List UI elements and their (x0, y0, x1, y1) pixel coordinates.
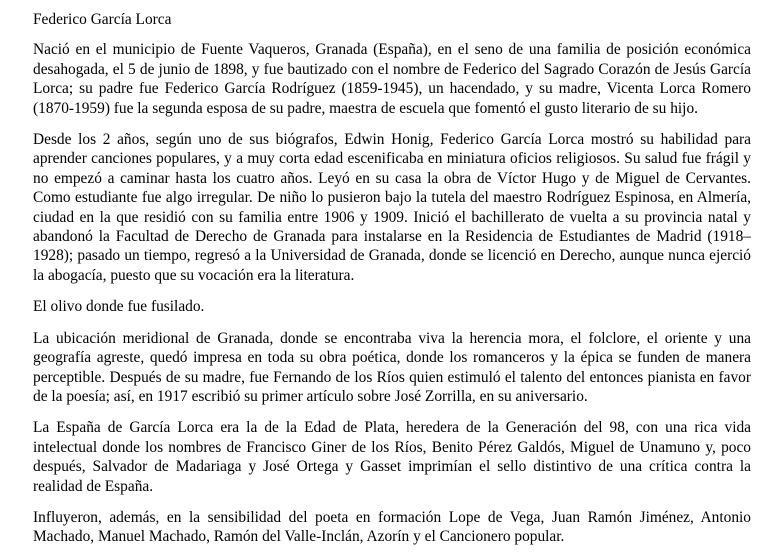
paragraph-childhood: Desde los 2 años, según uno de sus biógrafos, Edwin Honig, Federico García Lorca mostró su habilidad para aprender canciones populares, y a muy corta edad escenificaba en miniatura oficios religiosos. Su salud fue frágil y no empezó a caminar hasta los cuatro años. Leyó en su casa la obra de Víctor Hugo y de Miguel de Cervantes. Como estudiante fue algo irregular. De niño lo pusieron bajo la tutela del maestro Rodríguez Espinosa, en Almería, ciudad en la que residió con su familia entre 1906 y 1909. Inició el bachillerato de vuelta a su provincia natal y abandonó la Facultad de Derecho de Granada para instalarse en la Residencia de Estudiantes de Madrid (1918–1928); pasado un tiempo, regresó a la Universidad de Granada, donde se licenció en Derecho, aunque nunca ejerció la abogacía, puesto que su vocación era la literatura. (33, 131, 751, 284)
paragraph-birth: Nació en el municipio de Fuente Vaqueros, Granada (España), en el seno de una familia de posición económica desahogada, el 5 de junio de 1898, y fue bautizado con el nombre de Federico del Sagrado Corazón de Jesús García Lorca; su padre fue Federico García Rodríguez (1859-1945), un hacendado, y su madre, Vicenta Lorca Romero (1870-1959) fue la segunda esposa de su padre, maestra de escuela que fomentó el gusto literario de su hijo. (33, 41, 751, 117)
paragraph-influences: Influyeron, además, en la sensibilidad del poeta en formación Lope de Vega, Juan Ramón Jiménez, Antonio Machado, Manuel Machado, Ramón del Valle-Inclán, Azorín y el Cancionero popular. (33, 508, 751, 546)
paragraph-olive-tree: El olivo donde fue fusilado. (33, 298, 205, 316)
document-title: Federico García Lorca (33, 11, 172, 28)
paragraph-granada: La ubicación meridional de Granada, donde se encontraba viva la herencia mora, el folclore, el oriente y una geografía agreste, quedó impresa en toda su obra poética, donde los romanceros y la épica se funden de manera perceptible. Después de su madre, fue Fernando de los Ríos quien estimuló el talento del entonces pianista en favor de la poesía; así, en 1917 escribió su primer artículo sobre José Zorrilla, en su aniversario. (33, 329, 751, 405)
document-body (33, 10, 751, 559)
paragraph-silver-age: La España de García Lorca era la de la Edad de Plata, heredera de la Generación del 98, con una rica vida intelectual donde los nombres de Francisco Giner de los Ríos, Benito Pérez Galdós, Miguel de Unamuno y, poco después, Salvador de Madariaga y José Ortega y Gasset imprimían el sello distintivo de una crítica contra la realidad de España. (33, 419, 751, 495)
